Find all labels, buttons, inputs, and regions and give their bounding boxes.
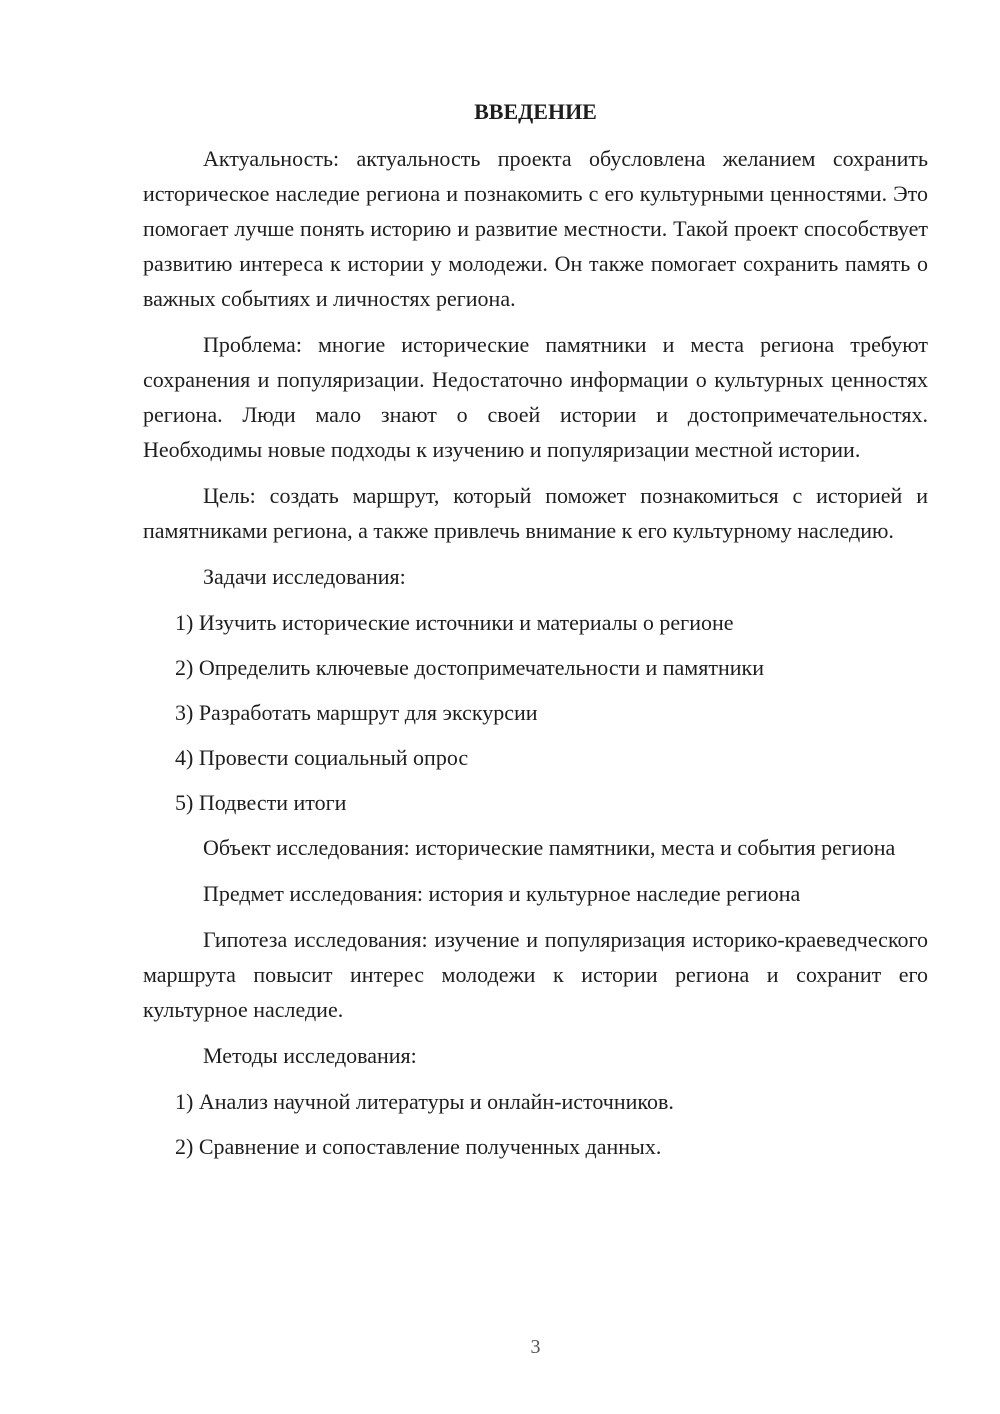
tasks-heading: Задачи исследования: [203, 564, 406, 589]
problem-paragraph: Проблема: многие исторические памятники и места региона требуют сохранения и популяризации. Недостаточно информации о культурных ценностях региона. Люди мало знают о своей истории и достопримечательностях. Необходимы новые подходы к изучению и популяризации местной истории. [143, 332, 928, 462]
methods-heading: Методы исследования: [203, 1043, 417, 1068]
task-item: 1) Изучить исторические источники и материалы о регионе [175, 610, 734, 635]
page-title: ВВЕДЕНИЕ [474, 99, 597, 124]
method-item: 1) Анализ научной литературы и онлайн-источников. [175, 1089, 674, 1114]
hypothesis-paragraph: Гипотеза исследования: изучение и популяризация историко-краеведческого маршрута повысит интерес молодежи к истории региона и сохранит его культурное наследие. [143, 927, 928, 1022]
goal-paragraph: Цель: создать маршрут, который поможет познакомиться с историей и памятниками региона, а также привлечь внимание к его культурному наследию. [143, 483, 928, 543]
task-item: 3) Разработать маршрут для экскурсии [175, 700, 538, 725]
method-item: 2) Сравнение и сопоставление полученных данных. [175, 1134, 662, 1159]
page-number: 3 [530, 1336, 541, 1358]
object-paragraph: Объект исследования: исторические памятники, места и события региона [203, 835, 896, 860]
methods-list [143, 1084, 928, 1164]
task-item: 2) Определить ключевые достопримечательности и памятники [175, 655, 764, 680]
subject-paragraph: Предмет исследования: история и культурное наследие региона [203, 881, 801, 906]
tasks-list [143, 605, 928, 820]
task-item: 5) Подвести итоги [175, 790, 347, 815]
relevance-paragraph: Актуальность: актуальность проекта обусловлена желанием сохранить историческое наследие региона и познакомить с его культурными ценностями. Это помогает лучше понять историю и развитие местности. Такой проект способствует развитию интереса к истории у молодежи. Он также помогает сохранить память о важных событиях и личностях региона. [143, 146, 928, 311]
task-item: 4) Провести социальный опрос [175, 745, 469, 770]
